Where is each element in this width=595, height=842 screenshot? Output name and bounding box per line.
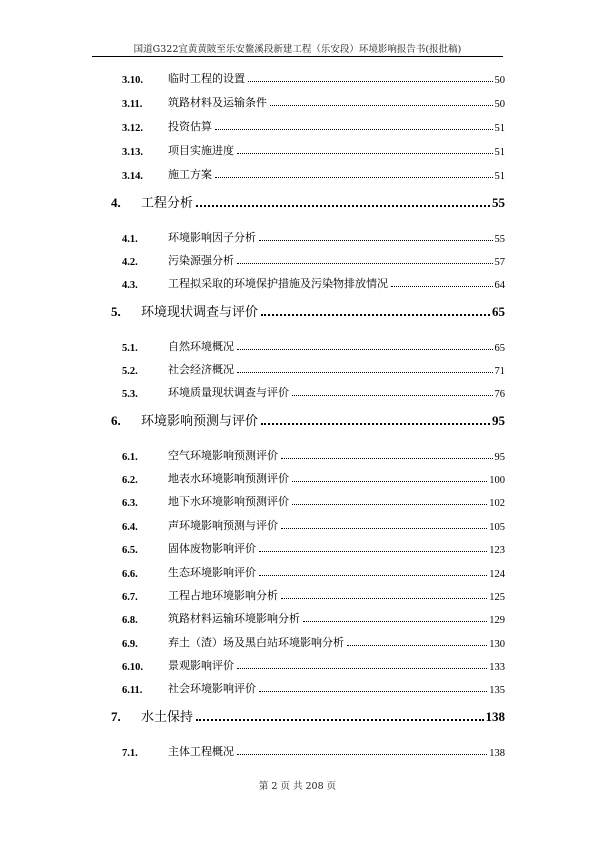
toc-entry-page-number: 51	[494, 123, 505, 134]
toc-leader-dots	[215, 129, 493, 130]
toc-entry-page-number: 100	[489, 475, 505, 486]
toc-chapter-entry[interactable]	[109, 302, 505, 320]
toc-entry-title: 施工方案	[168, 168, 212, 181]
toc-leader-dots	[259, 691, 487, 692]
toc-entry-page-number: 125	[489, 592, 505, 603]
toc-chapter-entry[interactable]	[109, 707, 505, 725]
toc-entry-title: 弃土（渣）场及黑白站环境影响分析	[168, 636, 344, 649]
toc-entry-page-number: 95	[494, 452, 505, 463]
toc-entry-page-number: 57	[494, 257, 505, 268]
toc-chapter-entry[interactable]	[109, 193, 505, 211]
toc-entry-title: 自然环境概况	[168, 340, 234, 353]
toc-entry-number: 4.2.	[122, 257, 138, 268]
toc-leader-dots	[281, 598, 487, 599]
toc-leader-dots	[237, 754, 487, 755]
toc-leader-dots	[237, 263, 493, 264]
toc-leader-dots	[215, 177, 493, 178]
toc-entry-number: 5.1.	[122, 343, 138, 354]
toc-section-entry[interactable]	[109, 250, 505, 268]
toc-entry-page-number: 123	[489, 545, 505, 556]
toc-entry-title: 工程拟采取的环境保护措施及污染物排放情况	[168, 277, 388, 290]
toc-section-entry[interactable]	[109, 164, 505, 182]
toc-entry-number: 6.3.	[122, 498, 138, 509]
toc-entry-number: 6.2.	[122, 475, 138, 486]
toc-entry-number: 3.11.	[122, 99, 143, 110]
toc-entry-number: 6.	[111, 413, 121, 428]
toc-entry-title: 主体工程概况	[168, 745, 234, 758]
toc-entry-number: 6.1.	[122, 452, 138, 463]
toc-entry-number: 4.1.	[122, 234, 138, 245]
toc-section-entry[interactable]	[109, 655, 505, 673]
toc-entry-title: 社会经济概况	[168, 363, 234, 376]
toc-entry-page-number: 102	[489, 498, 505, 509]
toc-entry-number: 3.10.	[122, 75, 143, 86]
toc-entry-number: 6.4.	[122, 522, 138, 533]
toc-entry-number: 3.13.	[122, 147, 143, 158]
page-footer: 第 2 页 共 208 页	[258, 781, 337, 792]
toc-leader-dots	[259, 240, 493, 241]
toc-entry-title: 生态环境影响评价	[168, 566, 256, 579]
toc-section-entry[interactable]	[109, 585, 505, 603]
toc-entry-title: 投资估算	[168, 120, 212, 133]
toc-leader-dots	[281, 458, 493, 459]
toc-entry-page-number: 135	[489, 685, 505, 696]
toc-entry-title: 筑路材料运输环境影响分析	[168, 612, 300, 625]
toc-section-entry[interactable]	[109, 678, 505, 696]
toc-section-entry[interactable]	[109, 336, 505, 354]
toc-entry-page-number: 138	[485, 709, 505, 724]
toc-entry-page-number: 50	[494, 75, 505, 86]
toc-entry-page-number: 95	[492, 413, 505, 428]
running-header: 国道G322宜黄黄陂至乐安鳌溪段新建工程（乐安段）环境影响报告书(报批稿)	[133, 44, 462, 55]
toc-entry-page-number: 76	[494, 389, 505, 400]
toc-entry-title: 空气环境影响预测评价	[168, 449, 278, 462]
toc-section-entry[interactable]	[109, 227, 505, 245]
toc-entry-number: 5.2.	[122, 366, 138, 377]
toc-entry-page-number: 55	[492, 195, 505, 210]
toc-leader-dots	[270, 105, 493, 106]
toc-leader-dots	[261, 423, 490, 425]
toc-entry-page-number: 64	[494, 280, 505, 291]
toc-entry-title: 声环境影响预测与评价	[168, 519, 278, 532]
toc-leader-dots	[347, 645, 487, 646]
toc-section-entry[interactable]	[109, 562, 505, 580]
toc-entry-page-number: 51	[494, 147, 505, 158]
toc-entry-title: 筑路材料及运输条件	[168, 96, 267, 109]
toc-entry-number: 3.12.	[122, 123, 143, 134]
toc-leader-dots	[261, 314, 490, 316]
toc-section-entry[interactable]	[109, 515, 505, 533]
toc-entry-page-number: 133	[489, 662, 505, 673]
toc-section-entry[interactable]	[109, 491, 505, 509]
toc-entry-page-number: 105	[489, 522, 505, 533]
toc-entry-title: 社会环境影响评价	[168, 682, 256, 695]
toc-entry-number: 6.5.	[122, 545, 138, 556]
toc-entry-title: 临时工程的设置	[168, 72, 245, 85]
toc-leader-dots	[237, 349, 493, 350]
toc-entry-title: 景观影响评价	[168, 659, 234, 672]
toc-entry-title: 工程分析	[141, 196, 194, 211]
toc-entry-number: 6.10.	[122, 662, 143, 673]
toc-entry-number: 4.	[111, 195, 121, 210]
toc-entry-page-number: 55	[494, 234, 505, 245]
toc-entry-title: 地表水环境影响预测评价	[168, 472, 289, 485]
toc-section-entry[interactable]	[109, 92, 505, 110]
toc-entry-title: 环境影响因子分析	[168, 231, 256, 244]
toc-leader-dots	[237, 668, 487, 669]
toc-entry-page-number: 65	[492, 304, 505, 319]
toc-section-entry[interactable]	[109, 273, 505, 291]
toc-section-entry[interactable]	[109, 382, 505, 400]
toc-section-entry[interactable]	[109, 468, 505, 486]
toc-entry-number: 7.1.	[122, 748, 138, 759]
toc-section-entry[interactable]	[109, 116, 505, 134]
toc-entry-page-number: 51	[494, 171, 505, 182]
toc-leader-dots	[259, 551, 487, 552]
toc-entry-number: 6.8.	[122, 615, 138, 626]
toc-entry-page-number: 71	[494, 366, 505, 377]
toc-leader-dots	[248, 81, 493, 82]
toc-section-entry[interactable]	[109, 359, 505, 377]
toc-leader-dots	[196, 205, 490, 207]
toc-leader-dots	[281, 528, 487, 529]
toc-entry-number: 5.3.	[122, 389, 138, 400]
toc-entry-number: 6.7.	[122, 592, 138, 603]
toc-entry-title: 地下水环境影响预测评价	[168, 495, 289, 508]
toc-leader-dots	[259, 575, 487, 576]
toc-leader-dots	[303, 621, 487, 622]
toc-leader-dots	[391, 286, 493, 287]
toc-leader-dots	[196, 719, 483, 721]
toc-entry-page-number: 50	[494, 99, 505, 110]
toc-section-entry[interactable]	[109, 538, 505, 556]
toc-entry-title: 项目实施进度	[168, 144, 234, 157]
toc-entry-number: 6.9.	[122, 639, 138, 650]
toc-section-entry[interactable]	[109, 445, 505, 463]
toc-entry-page-number: 130	[489, 639, 505, 650]
toc-leader-dots	[237, 153, 493, 154]
toc-leader-dots	[237, 372, 493, 373]
toc-entry-title: 环境现状调查与评价	[141, 305, 259, 320]
toc-leader-dots	[292, 481, 487, 482]
toc-entry-page-number: 138	[489, 748, 505, 759]
toc-entry-page-number: 65	[494, 343, 505, 354]
toc-entry-number: 5.	[111, 304, 121, 319]
toc-entry-number: 6.6.	[122, 569, 138, 580]
toc-leader-dots	[292, 504, 487, 505]
toc-section-entry[interactable]	[109, 68, 505, 86]
toc-entry-page-number: 124	[489, 569, 505, 580]
toc-entry-title: 污染源强分析	[168, 254, 234, 267]
toc-section-entry[interactable]	[109, 632, 505, 650]
toc-entry-number: 4.3.	[122, 280, 138, 291]
toc-entry-title: 工程占地环境影响分析	[168, 589, 278, 602]
toc-chapter-entry[interactable]	[109, 411, 505, 429]
toc-section-entry[interactable]	[109, 741, 505, 759]
toc-entry-title: 环境质量现状调查与评价	[168, 386, 289, 399]
toc-entry-title: 环境影响预测与评价	[141, 414, 259, 429]
toc-entry-title: 固体废物影响评价	[168, 542, 256, 555]
toc-entry-number: 7.	[111, 709, 121, 724]
toc-entry-number: 3.14.	[122, 171, 143, 182]
toc-section-entry[interactable]	[109, 140, 505, 158]
toc-entry-page-number: 129	[489, 615, 505, 626]
toc-entry-title: 水土保持	[141, 710, 194, 725]
toc-section-entry[interactable]	[109, 608, 505, 626]
toc-leader-dots	[292, 395, 493, 396]
toc-entry-number: 6.11.	[122, 685, 143, 696]
